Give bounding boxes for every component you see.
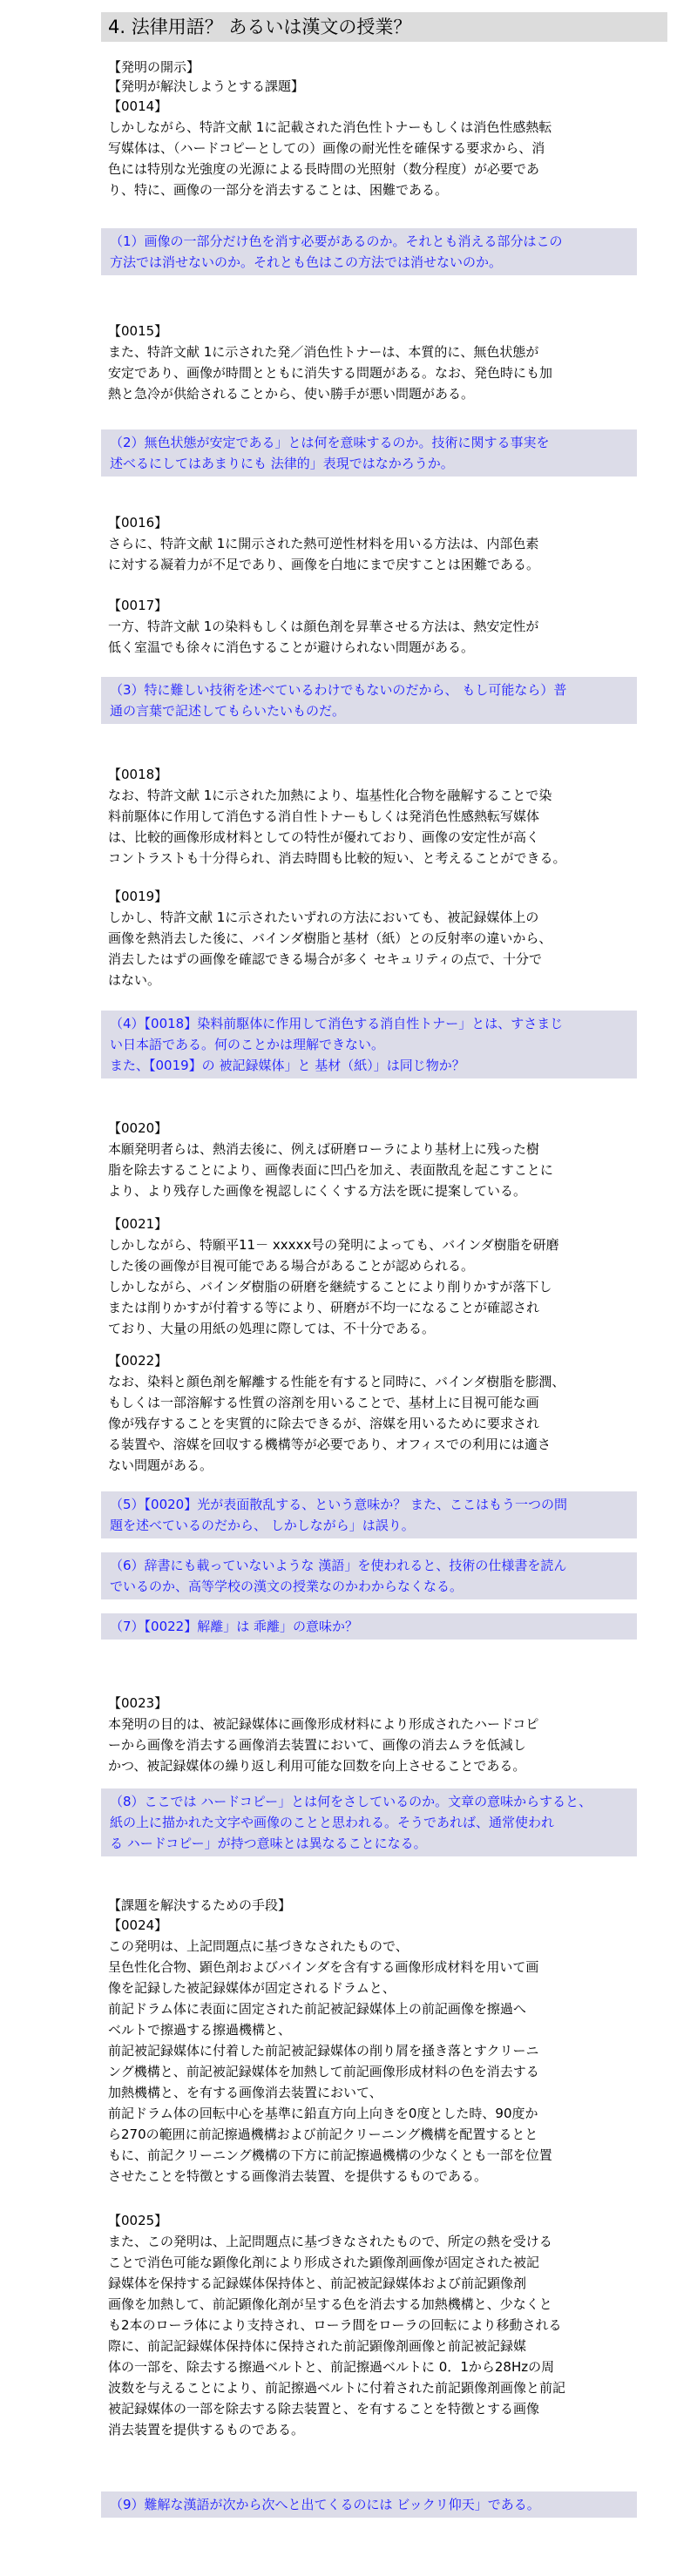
paragraph-line: 波数を与えることにより、前記擦過ベルトに付着された前記顕像剤画像と前記 — [108, 2380, 566, 2396]
paragraph-number: 【0014】 — [108, 98, 168, 114]
paragraph-0025 — [108, 2210, 631, 2440]
paragraph-line: しかしながら、特願平11－ xxxxx号の発明によっても、バインダ樹脂を研磨 — [108, 1237, 559, 1253]
paragraph-line: 消去したはずの画像を確認できる場合が多く セキュリティの点で、十分で — [108, 951, 542, 967]
paragraph-line: ング機構と、前記被記録媒体を加熱して前記画像形成材料の色を消去する — [108, 2064, 539, 2079]
paragraph-line: また、この発明は、上記問題点に基づきなされたもので、所定の熱を受ける — [108, 2234, 552, 2249]
paragraph-line: 前記ドラム体の回転中心を基準に鉛直方向上向きを0度とした時、90度か — [108, 2106, 538, 2121]
paragraph-line: ており、大量の用紙の処理に際しては、不十分である。 — [108, 1321, 436, 1336]
note-line: でいるのか、高等学校の漢文の授業なのかわからなくなる。 — [110, 1579, 464, 1594]
paragraph-line: もに、前記クリーニング機構の下方に前記擦過機構の少なくとも一部を位置 — [108, 2147, 552, 2163]
note-line: （5）【0020】光が表面散乱する、という意味か？ また、ここはもう一つの問 — [110, 1497, 567, 1512]
comment-note-1 — [101, 228, 637, 275]
note-line: （8）ここでは ハードコピー」とは何をさしているのか。文章の意味からすると、 — [110, 1794, 592, 1809]
paragraph-0014 — [108, 96, 631, 200]
comment-note-9 — [101, 2491, 637, 2518]
paragraph-line: かつ、被記録媒体の繰り返し利用可能な回数を向上させることである。 — [108, 1758, 526, 1774]
paragraph-line: 写媒体は、（ハードコピーとしての）画像の耐光性を確保する要求から、消 — [108, 140, 545, 156]
note-line: い日本語である。何のことかは理解できない。 — [110, 1037, 385, 1052]
page-title: 4. 法律用語？ あるいは漢文の授業？ — [101, 12, 667, 42]
paragraph-number: 【0022】 — [108, 1353, 168, 1369]
paragraph-line: 呈色性化合物、顕色剤およびバインダを含有する画像形成材料を用いて画 — [108, 1959, 539, 1975]
paragraph-0019 — [108, 886, 631, 991]
note-line: （1）画像の一部分だけ色を消す必要があるのか。それとも消える部分はこの — [110, 233, 563, 249]
note-line: 述べるにしてはあまりにも 法律的」表現ではなかろうか。 — [110, 456, 454, 471]
paragraph-line: この発明は、上記問題点に基づきなされたもので、 — [108, 1938, 409, 1954]
paragraph-line: もしくは一部溶解する性質の溶剤を用いることで、基材上に目視可能な画 — [108, 1395, 539, 1410]
paragraph-line: 体の一部を、除去する擦過ベルトと、前記擦過ベルトに 0．1から28Hzの周 — [108, 2359, 555, 2375]
paragraph-line: しかし、特許文献 1に示されたいずれの方法においても、被記録媒体上の — [108, 909, 539, 925]
paragraph-line: 加熱機構と、を有する画像消去装置において、 — [108, 2085, 382, 2100]
paragraph-line: 低く室温でも徐々に消色することが避けられない問題がある。 — [108, 639, 475, 655]
paragraph-line: 料前駆体に作用して消色する消自性トナーもしくは発消色性感熱転写媒体 — [108, 808, 540, 824]
paragraph-number: 【0017】 — [108, 598, 168, 613]
note-line: る ハードコピー」が持つ意味とは異なることになる。 — [110, 1836, 427, 1851]
paragraph-line: した後の画像が目視可能である場合があることが認められる。 — [108, 1258, 475, 1274]
comment-note-7 — [101, 1613, 637, 1640]
section-label-problem: 【発明が解決しようとする課題】 — [108, 78, 305, 94]
paragraph-line: り、特に、画像の一部分を消去することは、困難である。 — [108, 182, 449, 198]
note-line: 方法では消せないのか。それとも色はこの方法では消せないのか。 — [110, 254, 503, 270]
paragraph-line: または削りかすが付着する等により、研磨が不均一になることが確認され — [108, 1300, 540, 1315]
paragraph-number: 【0021】 — [108, 1216, 168, 1232]
paragraph-number: 【0024】 — [108, 1917, 168, 1933]
paragraph-0020 — [108, 1118, 631, 1201]
note-line: （9）難解な漢語が次から次へと出てくるのには ビックリ仰天」である。 — [110, 2497, 540, 2512]
paragraph-line: は、比較的画像形成材料としての特性が優れており、画像の安定性が高く — [108, 829, 540, 845]
paragraph-line: る装置や、溶媒を回収する機構等が必要であり、オフィスでの利用には適さ — [108, 1437, 552, 1452]
paragraph-line: なお、染料と顔色剤を解離する性能を有すると同時に、バインダ樹脂を膨潤、 — [108, 1374, 565, 1389]
note-line: （3）特に難しい技術を述べているわけでもないのだから、 もし可能なら）普 — [110, 682, 567, 698]
paragraph-0021 — [108, 1214, 631, 1339]
paragraph-number: 【0023】 — [108, 1695, 168, 1711]
paragraph-0024 — [108, 1915, 631, 2187]
paragraph-number: 【0020】 — [108, 1120, 168, 1136]
paragraph-0015 — [108, 321, 631, 404]
paragraph-line: 本願発明者らは、熱消去後に、例えば研磨ローラにより基材上に残った樹 — [108, 1141, 540, 1157]
paragraph-line: 被記録媒体の一部を除去する除去装置と、を有することを特徴とする画像 — [108, 2401, 540, 2417]
paragraph-0023 — [108, 1693, 631, 1776]
section-label-disclosure: 【発明の開示】 — [108, 59, 200, 75]
note-line: 紙の上に描かれた文字や画像のことと思われる。そうであれば、通常使われ — [110, 1815, 555, 1830]
paragraph-line: 消去装置を提供するものである。 — [108, 2422, 305, 2437]
note-line: （4）【0018】染料前駆体に作用して消色する消自性トナー」とは、すさまじ — [110, 1016, 564, 1031]
paragraph-number: 【0018】 — [108, 767, 168, 782]
comment-note-2 — [101, 429, 637, 477]
paragraph-line: 色には特別な光強度の光源による長時間の光照射（数分程度）が必要であ — [108, 161, 540, 177]
paragraph-line: 本発明の目的は、被記録媒体に画像形成材料により形成されたハードコピ — [108, 1716, 539, 1732]
comment-note-8 — [101, 1788, 637, 1856]
paragraph-line: また、特許文献 1に示された発／消色性トナーは、本質的に、無色状態が — [108, 344, 539, 360]
paragraph-line: も2本のローラ体により支持され、ローラ間をローラの回転により移動される — [108, 2317, 562, 2333]
paragraph-line: 前記ドラム体に表面に固定された前記被記録媒体上の前記画像を擦過へ — [108, 2001, 526, 2017]
paragraph-0017 — [108, 595, 631, 658]
paragraph-line: ない問題がある。 — [108, 1457, 213, 1473]
paragraph-line: 安定であり、画像が時間とともに消失する問題がある。なお、発色時にも加 — [108, 365, 553, 381]
paragraph-number: 【0016】 — [108, 515, 168, 531]
paragraph-number: 【0015】 — [108, 323, 168, 339]
paragraph-line: 熱と急冷が供給されることから、使い勝手が悪い問題がある。 — [108, 386, 475, 402]
paragraph-line: はない。 — [108, 972, 161, 988]
paragraph-line: に対する凝着力が不足であり、画像を白地にまで戻すことは困難である。 — [108, 557, 540, 572]
comment-note-3 — [101, 677, 637, 724]
paragraph-line: ことで消色可能な顕像化剤により形成された顕像剤画像が固定された被記 — [108, 2255, 540, 2270]
paragraph-line: 録媒体を保持する記録媒体保持体と、前記被記録媒体および前記顕像剤 — [108, 2275, 527, 2291]
note-line: また、【0019】の 被記録媒体」と 基材（紙）」は同じ物か？ — [110, 1058, 465, 1073]
paragraph-line: ら270の範囲に前記擦過機構および前記クリーニング機構を配置するとと — [108, 2126, 538, 2142]
paragraph-line: 像を記録した被記録媒体が固定されるドラムと、 — [108, 1980, 396, 1996]
paragraph-line: 際に、前記記録媒体保持体に保持された前記顕像剤画像と前記被記録媒 — [108, 2338, 527, 2354]
comment-note-6 — [101, 1552, 637, 1599]
paragraph-line: ベルトで擦過する擦過機構と、 — [108, 2022, 292, 2038]
comment-note-4 — [101, 1011, 637, 1078]
paragraph-0022 — [108, 1350, 631, 1476]
paragraph-0018 — [108, 764, 631, 869]
paragraph-line: なお、特許文献 1に示された加熱により、塩基性化合物を融解することで染 — [108, 788, 552, 803]
paragraph-number: 【0019】 — [108, 889, 168, 904]
paragraph-line: 画像を熱消去した後に、バインダ樹脂と基材（紙）との反射率の違いから、 — [108, 930, 552, 946]
note-line: 通の言葉で記述してもらいたいものだ。 — [110, 703, 346, 719]
note-line: 題を述べているのだから、 しかしながら」は誤り。 — [110, 1518, 415, 1533]
paragraph-line: しかしながら、バインダ樹脂の研磨を継続することにより削りかすが落下し — [108, 1279, 552, 1295]
comment-note-5 — [101, 1491, 637, 1538]
note-line: （6）辞書にも載っていないような 漢語」を使われると、技術の仕様書を読ん — [110, 1558, 567, 1573]
paragraph-number: 【0025】 — [108, 2213, 168, 2228]
paragraph-line: 一方、特許文献 1の染料もしくは顔色剤を昇華させる方法は、熱安定性が — [108, 619, 539, 634]
paragraph-line: 画像を加熱して、前記顕像化剤が呈する色を消去する加熱機構と、少なくと — [108, 2296, 552, 2312]
paragraph-line: ーから画像を消去する画像消去装置において、画像の消去ムラを低減し — [108, 1737, 526, 1753]
paragraph-line: しかしながら、特許文献 1に記載された消色性トナーもしくは消色性感熱転 — [108, 119, 552, 135]
paragraph-0016 — [108, 512, 631, 575]
paragraph-line: 脂を除去することにより、画像表面に凹凸を加え、表面散乱を起こすことに — [108, 1162, 553, 1178]
paragraph-line: させたことを特徴とする画像消去装置、を提供するものである。 — [108, 2168, 488, 2184]
note-line: （7）【0022】解離」は 乖離」の意味か？ — [110, 1619, 358, 1634]
paragraph-line: コントラストも十分得られ、消去時間も比較的短い、と考えることができる。 — [108, 850, 566, 866]
note-line: （2）無色状態が安定である」とは何を意味するのか。技術に関する事実を — [110, 435, 550, 450]
paragraph-line: 像が残存することを実質的に除去できるが、溶媒を用いるために要求され — [108, 1416, 540, 1431]
paragraph-line: さらに、特許文献 1に開示された熱可逆性材料を用いる方法は、内部色素 — [108, 536, 539, 551]
paragraph-line: より、より残存した画像を視認しにくくする方法を既に提案している。 — [108, 1183, 527, 1199]
section-label-means: 【課題を解決するための手段】 — [108, 1897, 292, 1913]
paragraph-line: 前記被記録媒体に付着した前記被記録媒体の削り屑を掻き落とすクリーニ — [108, 2043, 539, 2059]
